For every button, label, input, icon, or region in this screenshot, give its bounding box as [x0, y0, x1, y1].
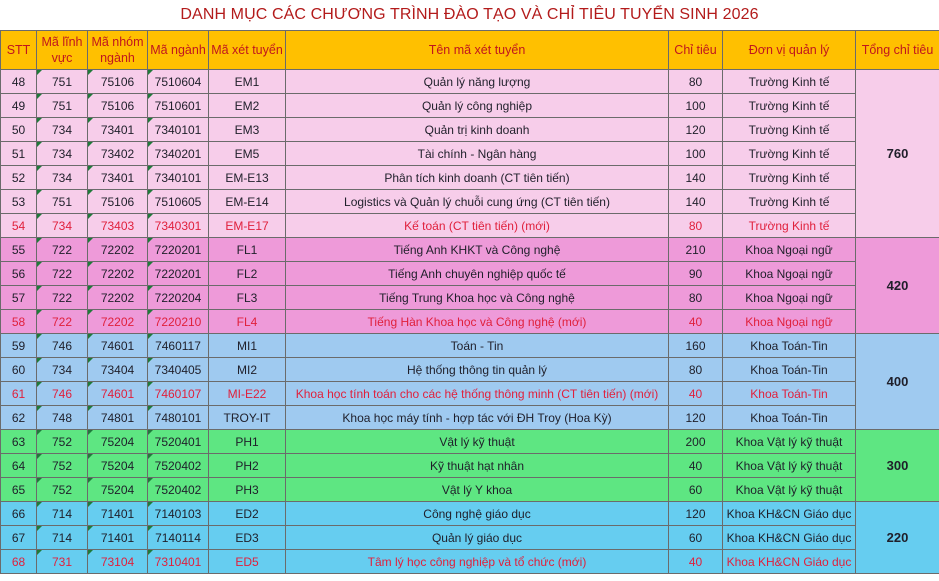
cell-ma-xet-tuyen: ED5 [209, 550, 286, 574]
cell-ma-linh-vuc: 734 [37, 214, 88, 238]
cell-chi-tieu: 80 [669, 286, 723, 310]
cell-ten-ma-xet-tuyen: Quản trị kinh doanh [286, 118, 669, 142]
cell-don-vi-quan-ly: Khoa Toán-Tin [723, 382, 856, 406]
cell-ma-nhom-nganh: 74601 [88, 334, 148, 358]
header-ma-nganh: Mã ngành [148, 31, 209, 70]
cell-stt: 63 [1, 430, 37, 454]
cell-don-vi-quan-ly: Khoa Vật lý kỹ thuật [723, 430, 856, 454]
cell-ten-ma-xet-tuyen: Công nghệ giáo dục [286, 502, 669, 526]
cell-stt: 57 [1, 286, 37, 310]
cell-stt: 64 [1, 454, 37, 478]
table-row [1, 334, 939, 358]
cell-ma-xet-tuyen: ED3 [209, 526, 286, 550]
cell-ma-linh-vuc: 731 [37, 550, 88, 574]
cell-ma-linh-vuc: 722 [37, 286, 88, 310]
cell-chi-tieu: 210 [669, 238, 723, 262]
cell-ma-xet-tuyen: EM-E17 [209, 214, 286, 238]
table-row [1, 118, 939, 142]
cell-stt: 68 [1, 550, 37, 574]
cell-ma-linh-vuc: 746 [37, 334, 88, 358]
cell-ma-linh-vuc: 734 [37, 142, 88, 166]
cell-ten-ma-xet-tuyen: Vật lý Y khoa [286, 478, 669, 502]
table-row [1, 142, 939, 166]
cell-don-vi-quan-ly: Khoa Toán-Tin [723, 334, 856, 358]
cell-ma-linh-vuc: 714 [37, 526, 88, 550]
table-row [1, 94, 939, 118]
cell-ma-nhom-nganh: 72202 [88, 238, 148, 262]
header-ma-nhom-nganh: Mã nhóm ngành [88, 31, 148, 70]
cell-ma-nganh: 7460117 [148, 334, 209, 358]
cell-stt: 62 [1, 406, 37, 430]
cell-ma-xet-tuyen: EM-E13 [209, 166, 286, 190]
cell-ten-ma-xet-tuyen: Toán - Tin [286, 334, 669, 358]
cell-chi-tieu: 80 [669, 358, 723, 382]
cell-ma-xet-tuyen: TROY-IT [209, 406, 286, 430]
cell-ma-linh-vuc: 722 [37, 310, 88, 334]
table-row [1, 70, 939, 94]
cell-ten-ma-xet-tuyen: Tài chính - Ngân hàng [286, 142, 669, 166]
cell-ten-ma-xet-tuyen: Khoa học tính toán cho các hệ thống thông minh (CT tiên tiến) (mới) [286, 382, 669, 406]
header-tong-chi-tieu: Tổng chỉ tiêu [856, 31, 939, 70]
cell-stt: 52 [1, 166, 37, 190]
cell-ten-ma-xet-tuyen: Phân tích kinh doanh (CT tiên tiến) [286, 166, 669, 190]
cell-ma-linh-vuc: 748 [37, 406, 88, 430]
cell-ma-xet-tuyen: EM3 [209, 118, 286, 142]
cell-chi-tieu: 140 [669, 166, 723, 190]
cell-ten-ma-xet-tuyen: Vật lý kỹ thuật [286, 430, 669, 454]
cell-chi-tieu: 120 [669, 118, 723, 142]
cell-ma-nganh: 7520402 [148, 454, 209, 478]
table-row [1, 526, 939, 550]
cell-don-vi-quan-ly: Trường Kinh tế [723, 190, 856, 214]
cell-ma-nhom-nganh: 71401 [88, 502, 148, 526]
table-row [1, 502, 939, 526]
cell-ma-nganh: 7520401 [148, 430, 209, 454]
cell-ten-ma-xet-tuyen: Tiếng Anh chuyên nghiệp quốc tế [286, 262, 669, 286]
cell-don-vi-quan-ly: Khoa Ngoại ngữ [723, 310, 856, 334]
cell-chi-tieu: 40 [669, 310, 723, 334]
cell-ma-nganh: 7510601 [148, 94, 209, 118]
cell-chi-tieu: 200 [669, 430, 723, 454]
cell-don-vi-quan-ly: Khoa Ngoại ngữ [723, 238, 856, 262]
table-row [1, 166, 939, 190]
cell-ma-nhom-nganh: 75204 [88, 454, 148, 478]
cell-ma-nganh: 7140114 [148, 526, 209, 550]
cell-tong-chi-tieu: 400 [856, 334, 939, 430]
cell-stt: 67 [1, 526, 37, 550]
cell-ma-linh-vuc: 714 [37, 502, 88, 526]
header-ma-xet-tuyen: Mã xét tuyển [209, 31, 286, 70]
cell-ma-linh-vuc: 722 [37, 262, 88, 286]
cell-ma-nhom-nganh: 75106 [88, 70, 148, 94]
cell-stt: 60 [1, 358, 37, 382]
cell-ten-ma-xet-tuyen: Quản lý công nghiệp [286, 94, 669, 118]
cell-ma-xet-tuyen: EM1 [209, 70, 286, 94]
cell-ten-ma-xet-tuyen: Hệ thống thông tin quản lý [286, 358, 669, 382]
cell-ma-xet-tuyen: PH3 [209, 478, 286, 502]
cell-chi-tieu: 40 [669, 454, 723, 478]
table-row [1, 478, 939, 502]
cell-ten-ma-xet-tuyen: Khoa học máy tính - hợp tác với ĐH Troy (Hoa Kỳ) [286, 406, 669, 430]
header-row [1, 31, 939, 70]
cell-tong-chi-tieu: 220 [856, 502, 939, 574]
cell-ma-linh-vuc: 752 [37, 478, 88, 502]
cell-ten-ma-xet-tuyen: Logistics và Quản lý chuỗi cung ứng (CT tiên tiến) [286, 190, 669, 214]
cell-don-vi-quan-ly: Khoa Ngoại ngữ [723, 262, 856, 286]
header-don-vi-quan-ly: Đơn vị quản lý [723, 31, 856, 70]
cell-ma-xet-tuyen: FL1 [209, 238, 286, 262]
cell-ma-linh-vuc: 752 [37, 454, 88, 478]
cell-ma-linh-vuc: 722 [37, 238, 88, 262]
cell-don-vi-quan-ly: Trường Kinh tế [723, 214, 856, 238]
cell-chi-tieu: 60 [669, 526, 723, 550]
cell-ma-nganh: 7340201 [148, 142, 209, 166]
cell-ma-nhom-nganh: 73402 [88, 142, 148, 166]
cell-ma-nganh: 7480101 [148, 406, 209, 430]
cell-ma-linh-vuc: 734 [37, 118, 88, 142]
cell-ma-nganh: 7340405 [148, 358, 209, 382]
cell-don-vi-quan-ly: Trường Kinh tế [723, 94, 856, 118]
header-stt: STT [1, 31, 37, 70]
cell-chi-tieu: 80 [669, 214, 723, 238]
cell-chi-tieu: 40 [669, 550, 723, 574]
header-chi-tieu: Chỉ tiêu [669, 31, 723, 70]
cell-stt: 56 [1, 262, 37, 286]
cell-ten-ma-xet-tuyen: Quản lý năng lượng [286, 70, 669, 94]
cell-ma-xet-tuyen: FL4 [209, 310, 286, 334]
cell-ma-nhom-nganh: 75204 [88, 430, 148, 454]
cell-ma-xet-tuyen: MI-E22 [209, 382, 286, 406]
cell-ten-ma-xet-tuyen: Quản lý giáo dục [286, 526, 669, 550]
table-row [1, 286, 939, 310]
cell-ma-nganh: 7140103 [148, 502, 209, 526]
cell-stt: 51 [1, 142, 37, 166]
table-row [1, 238, 939, 262]
cell-stt: 58 [1, 310, 37, 334]
table-row [1, 382, 939, 406]
cell-ma-linh-vuc: 746 [37, 382, 88, 406]
cell-ma-xet-tuyen: MI2 [209, 358, 286, 382]
cell-ma-xet-tuyen: FL2 [209, 262, 286, 286]
table-row [1, 430, 939, 454]
cell-stt: 48 [1, 70, 37, 94]
cell-ma-nganh: 7220210 [148, 310, 209, 334]
cell-ten-ma-xet-tuyen: Tiếng Hàn Khoa học và Công nghệ (mới) [286, 310, 669, 334]
cell-chi-tieu: 120 [669, 502, 723, 526]
cell-stt: 59 [1, 334, 37, 358]
cell-ma-nhom-nganh: 74801 [88, 406, 148, 430]
cell-don-vi-quan-ly: Trường Kinh tế [723, 166, 856, 190]
admissions-table [0, 30, 939, 574]
cell-ma-nganh: 7510604 [148, 70, 209, 94]
cell-ma-xet-tuyen: MI1 [209, 334, 286, 358]
cell-ma-linh-vuc: 751 [37, 94, 88, 118]
cell-ma-nhom-nganh: 73104 [88, 550, 148, 574]
cell-chi-tieu: 120 [669, 406, 723, 430]
cell-stt: 50 [1, 118, 37, 142]
cell-ma-nganh: 7220201 [148, 238, 209, 262]
cell-ma-nhom-nganh: 72202 [88, 286, 148, 310]
cell-ma-nhom-nganh: 75106 [88, 94, 148, 118]
cell-tong-chi-tieu: 760 [856, 70, 939, 238]
cell-ma-nganh: 7310401 [148, 550, 209, 574]
cell-chi-tieu: 90 [669, 262, 723, 286]
cell-chi-tieu: 100 [669, 94, 723, 118]
cell-tong-chi-tieu: 300 [856, 430, 939, 502]
cell-ma-nganh: 7340101 [148, 166, 209, 190]
cell-ma-xet-tuyen: ED2 [209, 502, 286, 526]
cell-ma-xet-tuyen: FL3 [209, 286, 286, 310]
cell-ten-ma-xet-tuyen: Kế toán (CT tiên tiến) (mới) [286, 214, 669, 238]
cell-don-vi-quan-ly: Trường Kinh tế [723, 142, 856, 166]
table-row [1, 214, 939, 238]
cell-don-vi-quan-ly: Khoa Vật lý kỹ thuật [723, 454, 856, 478]
table-row [1, 550, 939, 574]
cell-ma-nhom-nganh: 72202 [88, 310, 148, 334]
table-row [1, 310, 939, 334]
cell-don-vi-quan-ly: Khoa Vật lý kỹ thuật [723, 478, 856, 502]
cell-chi-tieu: 160 [669, 334, 723, 358]
cell-ma-nganh: 7340101 [148, 118, 209, 142]
cell-stt: 61 [1, 382, 37, 406]
table-row [1, 406, 939, 430]
table-row [1, 454, 939, 478]
table-row [1, 358, 939, 382]
cell-ma-xet-tuyen: PH2 [209, 454, 286, 478]
page-title: DANH MỤC CÁC CHƯƠNG TRÌNH ĐÀO TẠO VÀ CHỈ TIÊU TUYỂN SINH 2026 [0, 0, 939, 30]
cell-chi-tieu: 80 [669, 70, 723, 94]
cell-ma-linh-vuc: 751 [37, 190, 88, 214]
cell-ma-xet-tuyen: EM-E14 [209, 190, 286, 214]
cell-don-vi-quan-ly: Trường Kinh tế [723, 70, 856, 94]
table-row [1, 190, 939, 214]
cell-ten-ma-xet-tuyen: Tiếng Trung Khoa học và Công nghệ [286, 286, 669, 310]
cell-stt: 65 [1, 478, 37, 502]
cell-don-vi-quan-ly: Khoa KH&CN Giáo dục [723, 550, 856, 574]
cell-ten-ma-xet-tuyen: Tâm lý học công nghiệp và tổ chức (mới) [286, 550, 669, 574]
cell-chi-tieu: 60 [669, 478, 723, 502]
cell-ma-xet-tuyen: EM2 [209, 94, 286, 118]
cell-don-vi-quan-ly: Khoa Ngoại ngữ [723, 286, 856, 310]
cell-ma-xet-tuyen: PH1 [209, 430, 286, 454]
cell-don-vi-quan-ly: Khoa Toán-Tin [723, 406, 856, 430]
cell-ma-nganh: 7220201 [148, 262, 209, 286]
cell-don-vi-quan-ly: Khoa KH&CN Giáo dục [723, 526, 856, 550]
cell-ma-nhom-nganh: 74601 [88, 382, 148, 406]
cell-ma-linh-vuc: 734 [37, 166, 88, 190]
cell-chi-tieu: 140 [669, 190, 723, 214]
cell-chi-tieu: 40 [669, 382, 723, 406]
table-body [1, 70, 939, 574]
cell-ma-linh-vuc: 752 [37, 430, 88, 454]
cell-ten-ma-xet-tuyen: Tiếng Anh KHKT và Công nghệ [286, 238, 669, 262]
cell-ma-linh-vuc: 751 [37, 70, 88, 94]
cell-ma-nhom-nganh: 75106 [88, 190, 148, 214]
cell-ma-nhom-nganh: 72202 [88, 262, 148, 286]
cell-ma-nganh: 7220204 [148, 286, 209, 310]
cell-stt: 66 [1, 502, 37, 526]
cell-stt: 49 [1, 94, 37, 118]
header-ten-ma-xet-tuyen: Tên mã xét tuyển [286, 31, 669, 70]
cell-ten-ma-xet-tuyen: Kỹ thuật hạt nhân [286, 454, 669, 478]
cell-chi-tieu: 100 [669, 142, 723, 166]
cell-ma-nhom-nganh: 73404 [88, 358, 148, 382]
cell-stt: 55 [1, 238, 37, 262]
cell-ma-nganh: 7460107 [148, 382, 209, 406]
cell-stt: 54 [1, 214, 37, 238]
cell-ma-nganh: 7340301 [148, 214, 209, 238]
cell-ma-nhom-nganh: 71401 [88, 526, 148, 550]
cell-ma-nhom-nganh: 73401 [88, 166, 148, 190]
cell-ma-nhom-nganh: 73403 [88, 214, 148, 238]
cell-ma-nganh: 7510605 [148, 190, 209, 214]
header-ma-linh-vuc: Mã lĩnh vực [37, 31, 88, 70]
cell-tong-chi-tieu: 420 [856, 238, 939, 334]
cell-don-vi-quan-ly: Khoa KH&CN Giáo dục [723, 502, 856, 526]
cell-stt: 53 [1, 190, 37, 214]
cell-ma-linh-vuc: 734 [37, 358, 88, 382]
cell-ma-nhom-nganh: 75204 [88, 478, 148, 502]
cell-don-vi-quan-ly: Khoa Toán-Tin [723, 358, 856, 382]
cell-don-vi-quan-ly: Trường Kinh tế [723, 118, 856, 142]
cell-ma-nhom-nganh: 73401 [88, 118, 148, 142]
table-row [1, 262, 939, 286]
cell-ma-nganh: 7520402 [148, 478, 209, 502]
cell-ma-xet-tuyen: EM5 [209, 142, 286, 166]
